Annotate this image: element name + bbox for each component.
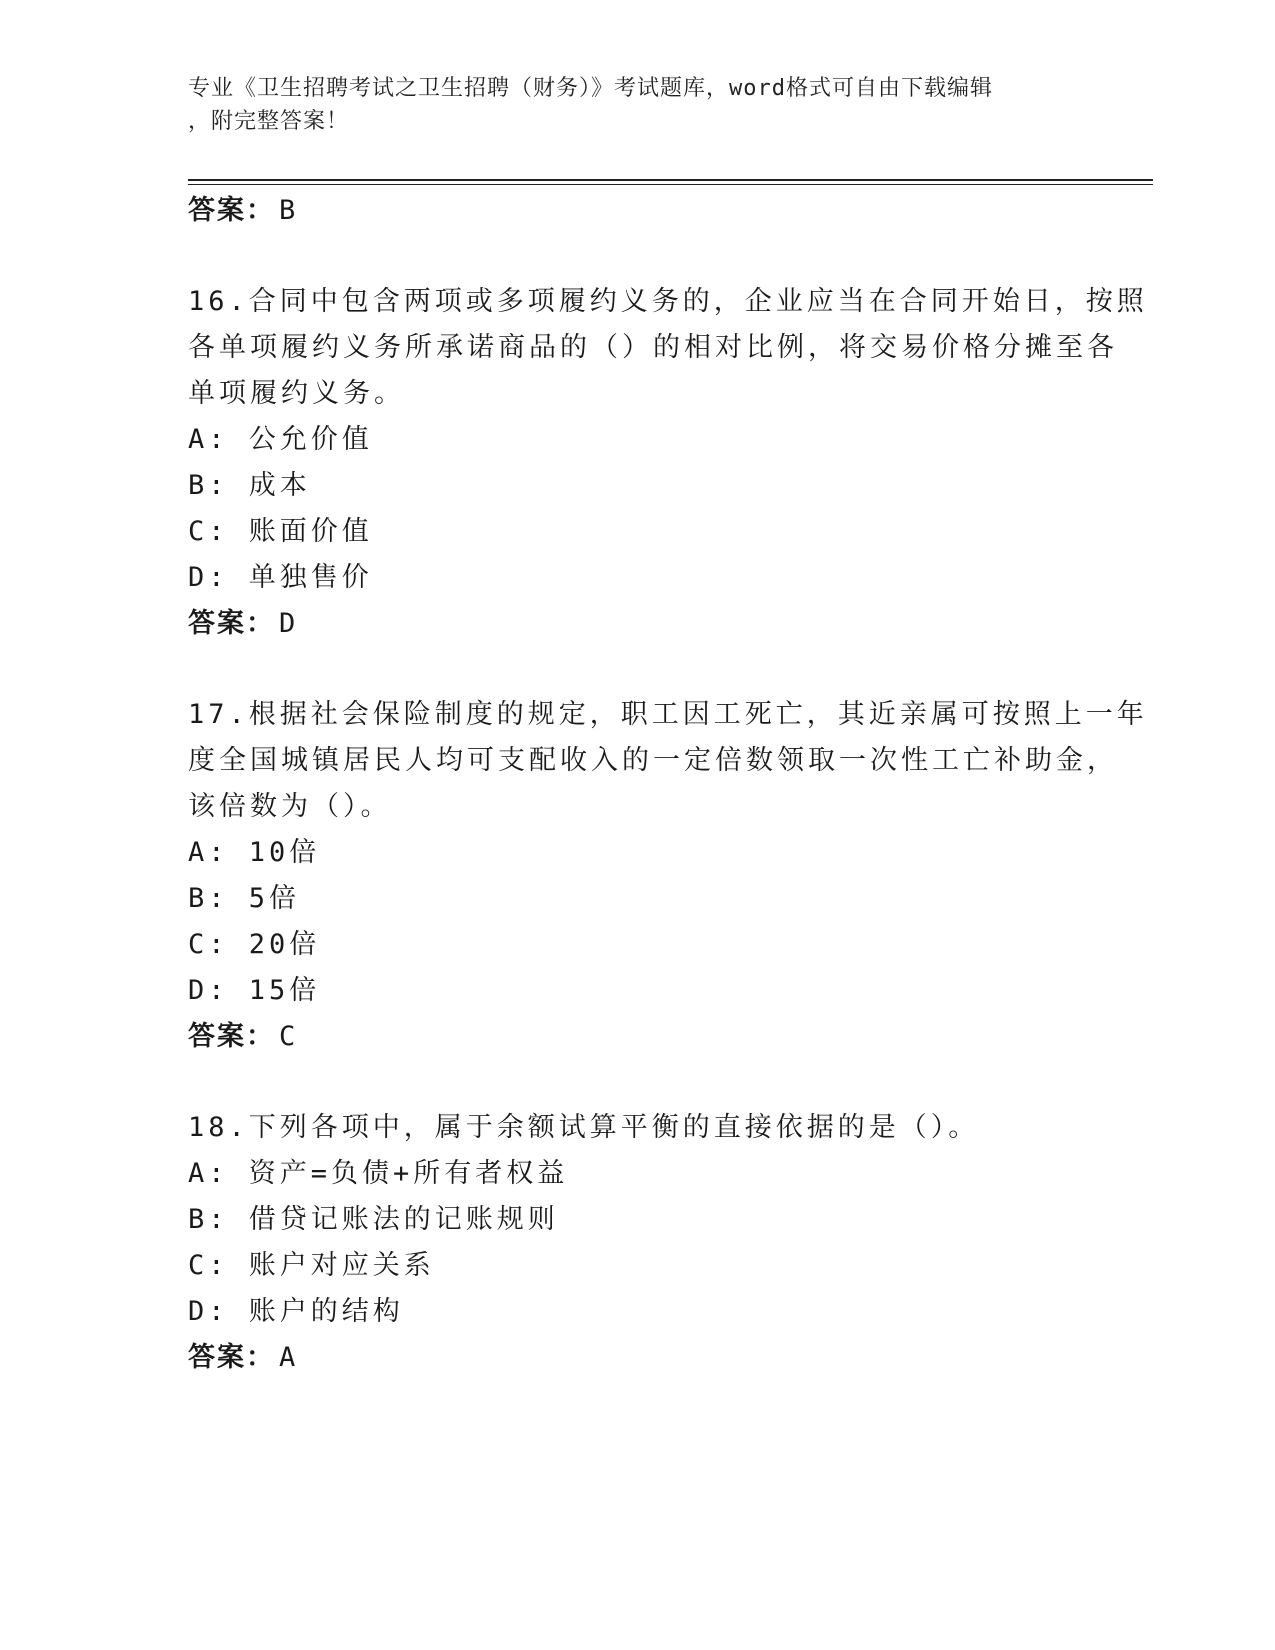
header-rule-thick — [188, 179, 1153, 181]
answer-value: D — [279, 608, 298, 639]
option-a: A: 资产=负债+所有者权益 — [188, 1158, 569, 1189]
answer-value: A — [279, 1342, 298, 1373]
answer-line — [188, 601, 1088, 647]
option-b: B: 5倍 — [188, 883, 301, 914]
option-c: C: 账面价值 — [188, 516, 373, 547]
question-list — [188, 188, 1148, 1381]
header-line-1: 专业《卫生招聘考试之卫生招聘（财务）》考试题库，word格式可自由下载编辑 — [188, 76, 993, 101]
option-c: C: 账户对应关系 — [188, 1250, 435, 1281]
stem-text: 合同中包含两项或多项履约义务的，企业应当在合同开始日，按照 — [248, 286, 1148, 317]
question-16 — [188, 279, 1148, 647]
spacer — [188, 647, 1088, 692]
option-a: A: 10倍 — [188, 837, 321, 868]
question-stem-line — [188, 692, 1148, 738]
answer-label: 答案： — [188, 608, 275, 639]
answer-line — [188, 1014, 1088, 1060]
option-c: C: 20倍 — [188, 929, 321, 960]
option-d: D: 15倍 — [188, 975, 321, 1006]
answer-line — [188, 1335, 1088, 1381]
question-stem-line: 各单项履约义务所承诺商品的（）的相对比例，将交易价格分摊至各 — [188, 332, 1118, 363]
question-18 — [188, 1105, 1088, 1381]
question-stem-line: 该倍数为（）。 — [188, 791, 392, 822]
answer-value: C — [279, 1021, 298, 1052]
question-number: 17. — [188, 699, 249, 730]
option-d: D: 账户的结构 — [188, 1296, 404, 1327]
option-d: D: 单独售价 — [188, 562, 373, 593]
question-17 — [188, 692, 1148, 1060]
answer-label: 答案： — [188, 1342, 275, 1373]
question-stem-line: 单项履约义务。 — [188, 378, 405, 409]
stem-text: 下列各项中，属于余额试算平衡的直接依据的是（）。 — [248, 1112, 980, 1143]
option-b: B: 成本 — [188, 470, 311, 501]
question-number: 16. — [188, 286, 249, 317]
option-a: A: 公允价值 — [188, 424, 373, 455]
document-header — [188, 72, 1088, 138]
question-stem-line — [188, 1105, 1088, 1151]
answer-label: 答案： — [188, 195, 275, 226]
question-stem-line — [188, 279, 1148, 325]
answer-label: 答案： — [188, 1021, 275, 1052]
answer-line — [188, 188, 1088, 234]
header-rule-thin — [188, 184, 1153, 185]
spacer — [188, 1060, 1088, 1105]
question-stem-line: 度全国城镇居民人均可支配收入的一定倍数领取一次性工亡补助金， — [188, 745, 1118, 776]
question-number: 18. — [188, 1112, 249, 1143]
answer-value: B — [279, 195, 298, 226]
option-b: B: 借贷记账法的记账规则 — [188, 1204, 559, 1235]
spacer — [188, 234, 1088, 279]
header-line-2: ，附完整答案！ — [188, 109, 350, 134]
stem-text: 根据社会保险制度的规定，职工因工死亡，其近亲属可按照上一年 — [248, 699, 1148, 730]
